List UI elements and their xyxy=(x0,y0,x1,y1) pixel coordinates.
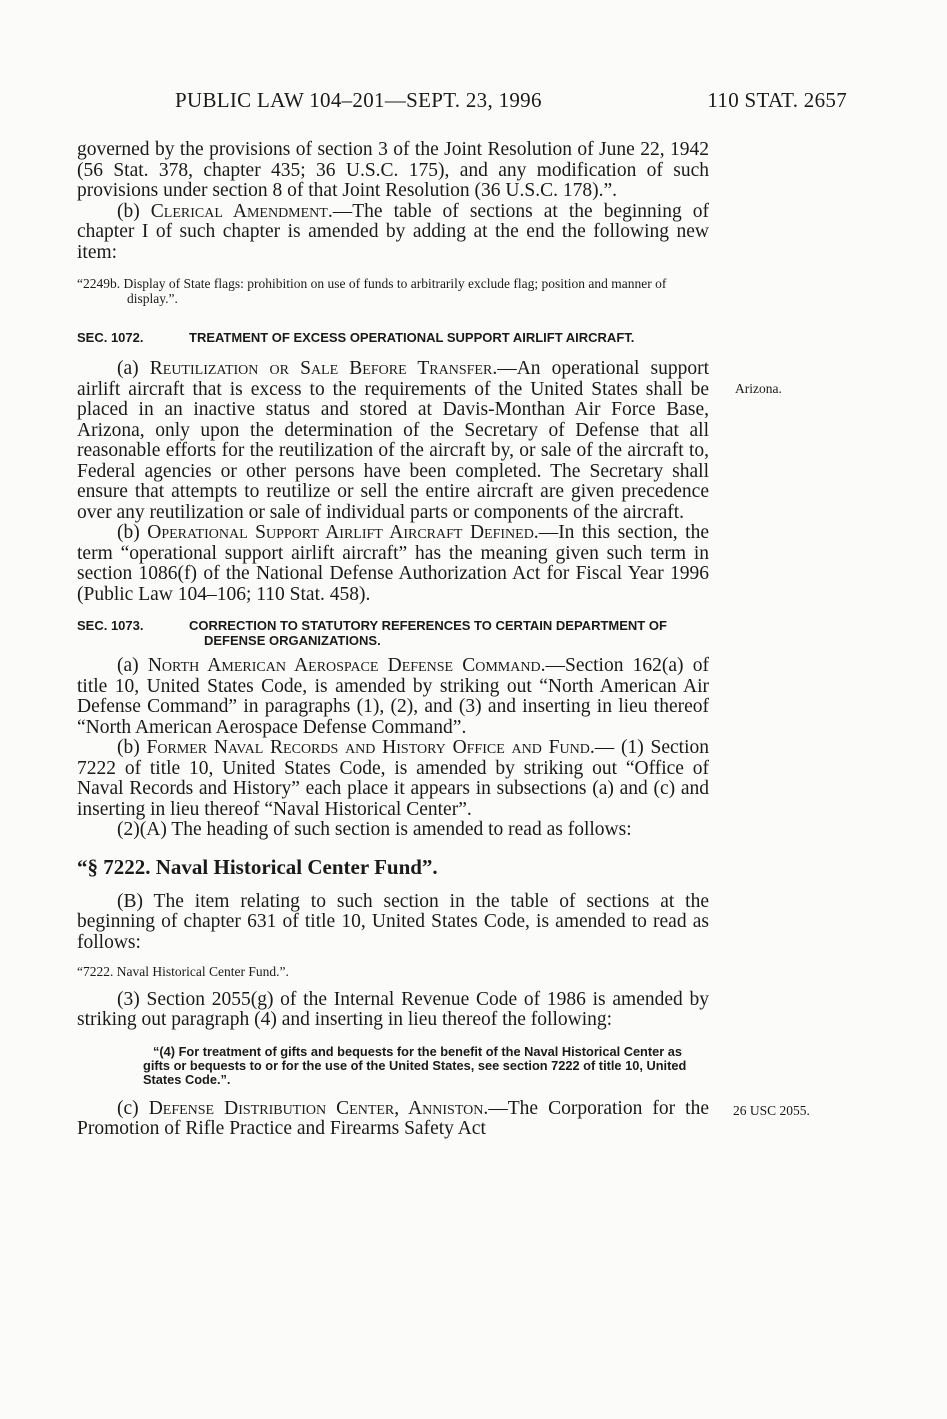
paragraph-b-naval-records xyxy=(77,738,709,820)
para-text: —An operational support airlift aircraft that is excess to the requirements of the United States shall be placed in an inactive status and stored at Davis-Monthan Air Force Base, Arizona, only upon the determination of the Secretary of Defense that all reasonable efforts for the reutilization of the aircraft by, or sale of the aircraft to, Federal agencies or other persons have been completed. The Secretary shall ensure that attempts to reutilize or sell the entire aircraft are given precedence over any reutilization or sale of individual parts or components of the aircraft. xyxy=(77,358,709,523)
paragraph-c-anniston xyxy=(77,1099,709,1140)
para-label: (c) xyxy=(117,1097,149,1119)
section-heading-1072 xyxy=(77,330,709,345)
section-heading-7222: “§ 7222. Naval Historical Center Fund”. xyxy=(77,854,438,879)
section-heading-1073 xyxy=(77,618,709,648)
quoted-paragraph-4: “(4) For treatment of gifts and bequests for the benefit of the Naval Historical Center as gifts or bequests to or for the use of the United States, see section 7222 of title 10, United States Code.”. xyxy=(143,1043,687,1087)
para-heading: Reutilization or Sale Before Transfer. xyxy=(149,358,498,379)
margin-note-usc: 26 USC 2055. xyxy=(733,1103,810,1118)
section-number: SEC. 1072. xyxy=(77,330,144,345)
paragraph-3: (3) Section 2055(g) of the Internal Revenue Code of 1986 is amended by striking out paragraph (4) and inserting in lieu thereof the following: xyxy=(77,988,709,1030)
paragraph-a-reutilization xyxy=(77,359,709,523)
paragraph-a-norad xyxy=(77,656,709,738)
table-item-2249b: “2249b. Display of State flags: prohibition on use of funds to arbitrarily exclude flag; position and manner of display.”. xyxy=(77,276,667,306)
para-text: —In this section, the term “operational support airlift aircraft” has the meaning given such term in section 1086(f) of the National Defense Authorization Act for Fiscal Year 1996 (Public Law 104–106; 110 Stat. 458). xyxy=(77,522,709,605)
paragraph-continuation: governed by the provisions of section 3 of the Joint Resolution of June 22, 1942 (56 Stat. 378, chapter 435; 36 U.S.C. 175), and any modification of such provisions under section 8 of that Joint Resolution (36 U.S.C. 178).”. xyxy=(77,139,709,201)
para-text: —The Corporation for the Promotion of Rifle Practice and Firearms Safety Act xyxy=(77,1097,709,1139)
para-heading: Defense Distribution Center, Anniston. xyxy=(148,1097,489,1119)
para-label: (b) xyxy=(117,737,147,758)
para-label: (a) xyxy=(117,358,150,379)
para-heading: North American Aerospace Defense Command. xyxy=(147,655,546,676)
main-text xyxy=(77,140,709,1140)
header-left: PUBLIC LAW 104–201—SEPT. 23, 1996 xyxy=(175,88,542,112)
section-title: CORRECTION TO STATUTORY REFERENCES TO CERTAIN DEPARTMENT OF DEFENSE ORGANIZATIONS. xyxy=(189,618,667,648)
running-header xyxy=(175,88,847,113)
header-right: 110 STAT. 2657 xyxy=(707,88,847,112)
para-heading: Clerical Amendment. xyxy=(150,200,333,222)
paragraph-B: (B) The item relating to such section in the table of sections at the beginning of chapter 631 of title 10, United States Code, is amended to read as follows: xyxy=(77,890,709,953)
section-title: TREATMENT OF EXCESS OPERATIONAL SUPPORT AIRLIFT AIRCRAFT. xyxy=(189,330,635,345)
para-text: —Section 162(a) of title 10, United States Code, is amended by striking out “North American Air Defense Command” in paragraphs (1), (2), and (3) and inserting in lieu thereof “North American Aerospace Defense Command”. xyxy=(77,655,709,738)
table-item-7222: “7222. Naval Historical Center Fund.”. xyxy=(77,964,289,979)
paragraph-b-osa-defined xyxy=(77,523,709,605)
para-text: —The table of sections at the beginning of chapter I of such chapter is amended by adding at the end the following new item: xyxy=(77,200,709,263)
para-label: (b) xyxy=(117,522,148,543)
para-text: — (1) Section 7222 of title 10, United States Code, is amended by striking out “Office of Naval Records and History” each place it appears in subsections (a) and (c) and inserting in lieu thereof “Naval Historical Center”. xyxy=(77,737,709,820)
para-label: (b) xyxy=(117,200,151,222)
margin-note-arizona: Arizona. xyxy=(735,381,782,396)
para-label: (a) xyxy=(117,655,148,676)
para-heading: Operational Support Airlift Aircraft Defined. xyxy=(147,522,539,543)
paragraph-b-clerical xyxy=(77,202,709,264)
paragraph-2A: (2)(A) The heading of such section is amended to read as follows: xyxy=(117,819,632,840)
para-heading: Former Naval Records and History Office and Fund. xyxy=(146,737,595,758)
section-number: SEC. 1073. xyxy=(77,618,144,633)
